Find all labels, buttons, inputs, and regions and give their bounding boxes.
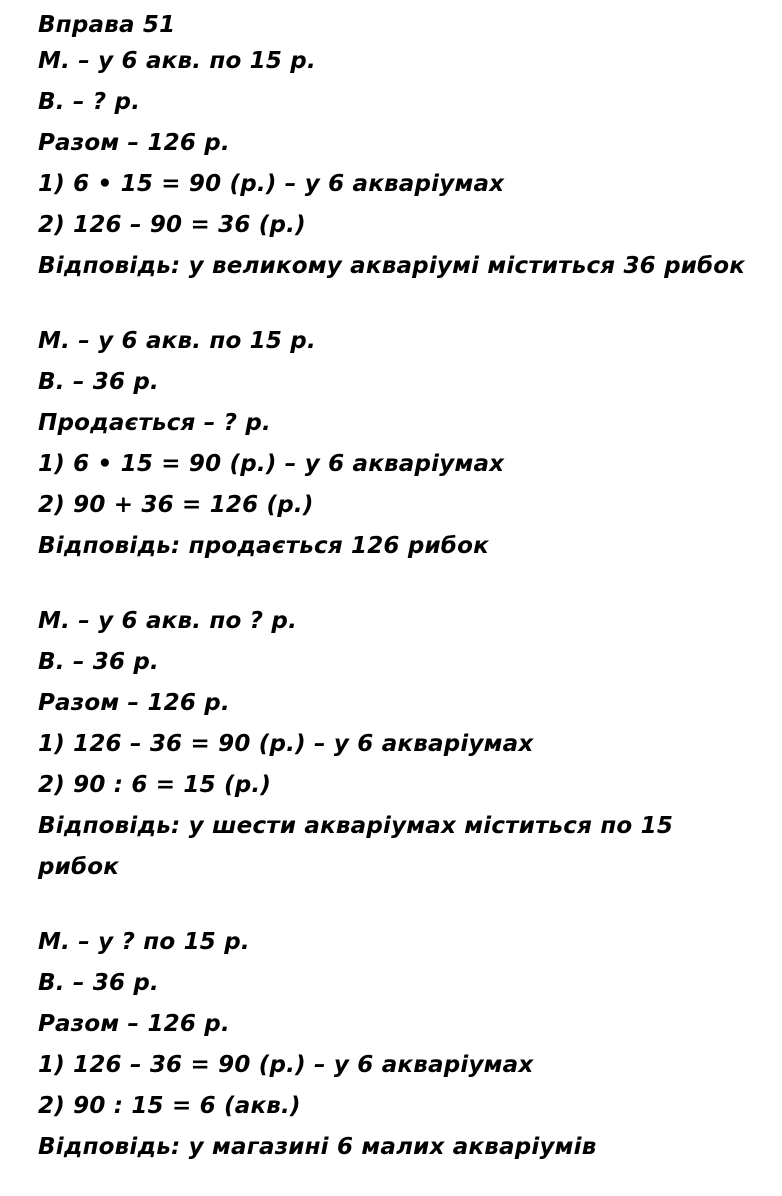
solution-line: В. – 36 р. (38, 369, 159, 395)
solution-line: М. – у 6 акв. по 15 р. (38, 328, 316, 354)
solution-line: М. – у ? по 15 р. (38, 929, 250, 955)
solution-line: 1) 6 • 15 = 90 (р.) – у 6 акваріумах (38, 451, 505, 477)
solution-line: В. – 36 р. (38, 649, 159, 675)
solution-block-4 (38, 922, 752, 1168)
solution-line: Продається – ? р. (38, 410, 271, 436)
solution-line: 2) 90 : 6 = 15 (р.) (38, 772, 272, 798)
solution-block-2 (38, 321, 752, 567)
solution-line: 1) 126 – 36 = 90 (р.) – у 6 акваріумах (38, 731, 534, 757)
solution-line: В. – ? р. (38, 89, 141, 115)
solution-block-3 (38, 601, 752, 888)
solution-line: Разом – 126 р. (38, 1011, 230, 1037)
solution-line: 2) 90 : 15 = 6 (акв.) (38, 1093, 301, 1119)
solution-line: 2) 90 + 36 = 126 (р.) (38, 492, 314, 518)
answer-line: Відповідь: у великому акваріумі міститься 36 рибок (38, 253, 746, 279)
answer-line: Відповідь: у магазині 6 малих акваріумів (38, 1134, 597, 1160)
solution-line: Разом – 126 р. (38, 690, 230, 716)
answer-line: Відповідь: у шести акваріумах міститься по 15 рибок (38, 813, 682, 880)
solution-line: М. – у 6 акв. по 15 р. (38, 48, 316, 74)
answer-line: Відповідь: продається 126 рибок (38, 533, 489, 559)
solution-line: В. – 36 р. (38, 970, 159, 996)
solution-block-1 (38, 41, 752, 287)
solution-line: 1) 126 – 36 = 90 (р.) – у 6 акваріумах (38, 1052, 534, 1078)
solution-line: 2) 126 – 90 = 36 (р.) (38, 212, 306, 238)
solution-line: М. – у 6 акв. по ? р. (38, 608, 298, 634)
solution-line: Разом – 126 р. (38, 130, 230, 156)
page-title: Вправа 51 (38, 12, 176, 38)
solution-line: 1) 6 • 15 = 90 (р.) – у 6 акваріумах (38, 171, 505, 197)
